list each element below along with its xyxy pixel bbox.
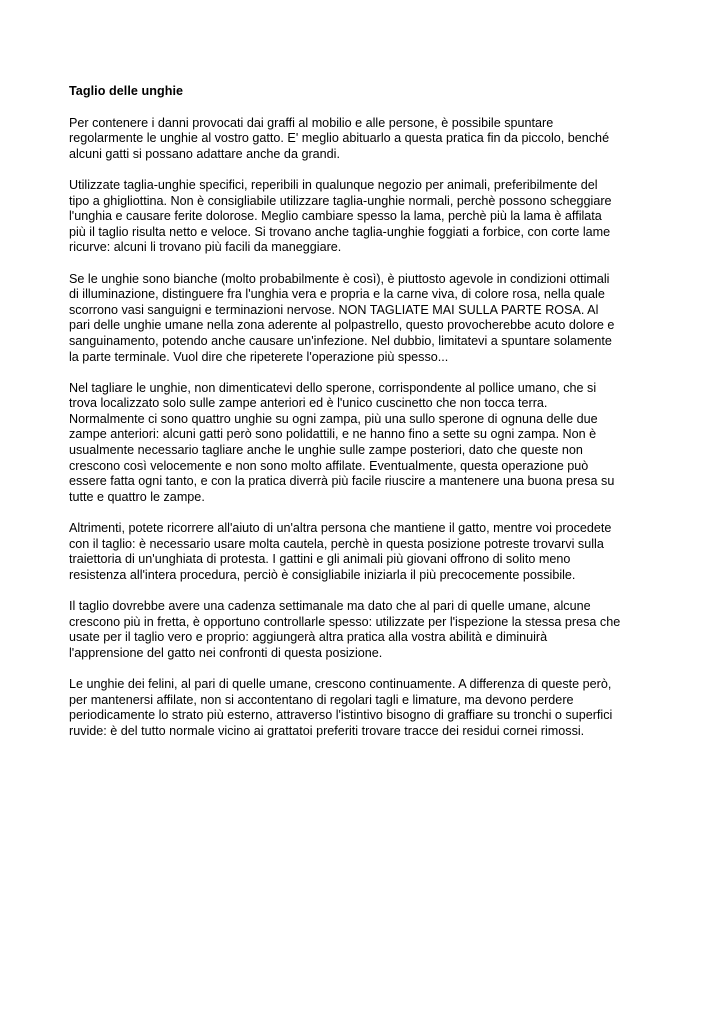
text-line: usate per il taglio vero e proprio: aggiungerà altra pratica alla vostra abilità e diminuirà xyxy=(69,630,548,645)
paragraph-2 xyxy=(69,178,669,256)
paragraph-1 xyxy=(69,116,669,163)
paragraph-3 xyxy=(69,272,669,366)
text-line: traiettoria di un'unghiata di protesta. I gattini e gli animali più giovani offrono di solito meno xyxy=(69,552,571,567)
text-line: ruvide: è del tutto normale vicino ai grattatoi preferiti trovare tracce dei residui cornei rimossi. xyxy=(69,723,585,738)
text-line: zampe anteriori: alcuni gatti però sono polidattili, e ne hanno fino a sette su ogni zampa. Non è xyxy=(69,427,597,442)
text-line: sanguinamento, potendo anche causare un'infezione. Nel dubbio, limitatevi a spuntare solamente xyxy=(69,333,612,348)
text-line: per mantenersi affilate, non si accontentano di regolari tagli e limature, ma devono perdere xyxy=(69,692,574,707)
paragraph-7 xyxy=(69,677,669,739)
text-line: Utilizzate taglia-unghie specifici, reperibili in qualunque negozio per animali, preferibilmente del xyxy=(69,177,598,192)
text-line: scorrono vasi sanguigni e terminazioni nervose. NON TAGLIATE MAI SULLA PARTE ROSA. Al xyxy=(69,302,599,317)
text-line: trova localizzato solo sulle zampe anteriori ed è l'unico cuscinetto che non tocca terra. xyxy=(69,396,548,411)
text-line: essere fatta ogni tanto, e con la pratica diverrà più facile riuscire a mantenere una buona presa su xyxy=(69,474,615,489)
text-line: l'apprensione del gatto nei confronti di questa posizione. xyxy=(69,645,383,660)
text-line: regolarmente le unghie al vostro gatto. E' meglio abituarlo a questa pratica fin da piccolo, benché xyxy=(69,131,610,146)
text-line: usualmente necessario tagliare anche le unghie sulle zampe posteriori, dato che queste non xyxy=(69,443,583,458)
text-line: Se le unghie sono bianche (molto probabilmente è così), è piuttosto agevole in condizioni ottimali xyxy=(69,271,610,286)
text-line: con il taglio: è necessario usare molta cautela, perchè in questa posizione potreste trovarvi sulla xyxy=(69,536,604,551)
text-line: resistenza all'intera procedura, perciò è consigliabile iniziarla il più precocemente possibile. xyxy=(69,567,576,582)
text-line: Il taglio dovrebbe avere una cadenza settimanale ma dato che al pari di quelle umane, alcune xyxy=(69,599,591,613)
text-line: più il taglio risulta netto e veloce. Si trovano anche taglia-unghie foggiati a forbice, con corte lame xyxy=(69,224,611,239)
text-line: la parte terminale. Vuol dire che ripeterete l'operazione più spesso... xyxy=(69,349,449,364)
paragraph-5 xyxy=(69,521,669,583)
text-line: Altrimenti, potete ricorrere all'aiuto di un'altra persona che mantiene il gatto, mentre voi procedete xyxy=(69,521,612,536)
text-line: tipo a ghigliottina. Non è consigliabile utilizzare taglia-unghie normali, perchè possono scheggiare xyxy=(69,193,612,208)
text-line: crescono più in fretta, è opportuno controllarle spesso: utilizzate per l'ispezione la stessa presa che xyxy=(69,614,621,629)
text-line: alcuni gatti si possano adattare anche da grandi. xyxy=(69,146,340,161)
text-line: tutte e quattro le zampe. xyxy=(69,489,205,504)
text-line: periodicamente lo strato più esterno, attraverso l'istintivo bisogno di graffiare su tronchi o superfici xyxy=(69,708,613,723)
text-line: Per contenere i danni provocati dai graffi al mobilio e alle persone, è possibile spuntare xyxy=(69,115,554,130)
text-line: ricurve: alcuni li trovano più facili da maneggiare. xyxy=(69,240,342,255)
text-line: Normalmente ci sono quattro unghie su ogni zampa, più una sullo sperone di ognuna delle due xyxy=(69,411,598,426)
text-line: crescono così velocemente e non sono molto affilate. Eventualmente, questa operazione può xyxy=(69,458,589,473)
text-line: l'unghia e causare ferite dolorose. Meglio cambiare spesso la lama, perchè più la lama è affilata xyxy=(69,209,602,224)
paragraph-4 xyxy=(69,381,669,506)
paragraph-6 xyxy=(69,599,669,661)
text-line: di illuminazione, distinguere fra l'unghia vera e propria e la carne viva, di colore rosa, nella quale xyxy=(69,287,605,302)
text-line: Nel tagliare le unghie, non dimenticatevi dello sperone, corrispondente al pollice umano, che si xyxy=(69,380,597,395)
document-page xyxy=(69,84,669,755)
text-line: pari delle unghie umane nella zona aderente al polpastrello, questo provocherebbe acuto dolore e xyxy=(69,318,615,333)
document-title: Taglio delle unghie xyxy=(69,84,184,98)
text-line: Le unghie dei felini, al pari di quelle umane, crescono continuamente. A differenza di queste però, xyxy=(69,676,612,691)
